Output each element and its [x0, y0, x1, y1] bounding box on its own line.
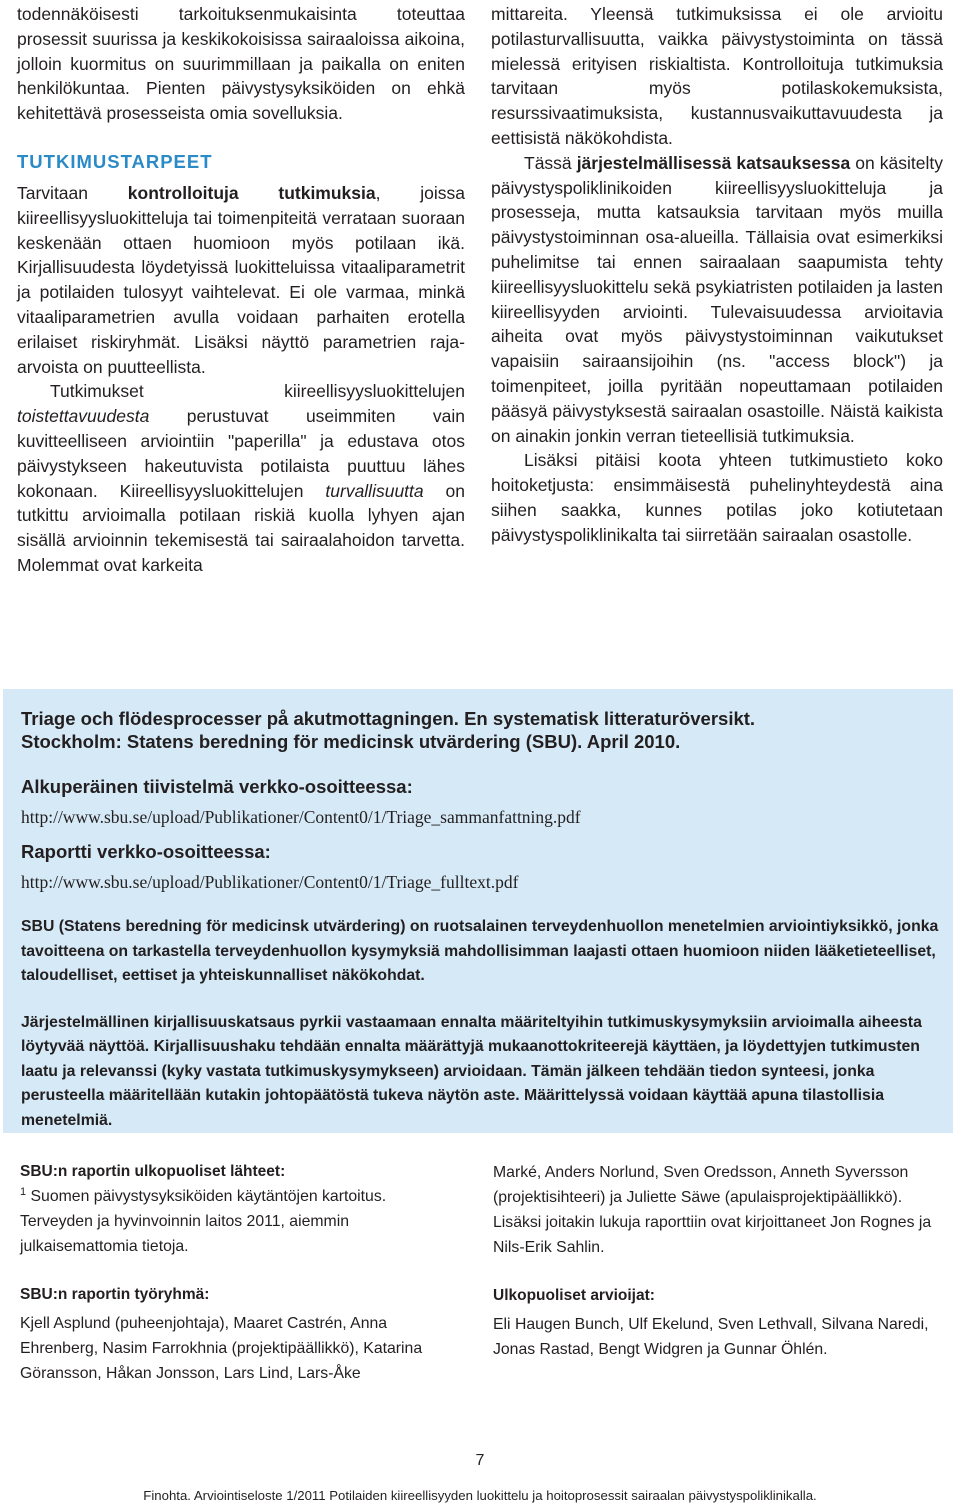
sbu-description: SBU (Statens beredning för medicinsk utvärdering) on ruotsalainen terveydenhuollon menetelmien arviointiyksikkö, jonka tavoitteena on tarkastella terveydenhuollon kysymyksiä mahdollisimman laajasti ottaen huomioon niiden lääketieteelliset, taloudelliset, eettiset ja yhteiskunnalliset näkökohdat.	[21, 918, 939, 984]
page-number: 7	[475, 1452, 485, 1469]
sbu-info-box	[3, 689, 953, 1133]
metrics-paragraph: mittareita. Yleensä tutkimuksissa ei ole arvioitu potilasturvallisuutta, vaikka päivystystoiminta on tässä mielessä erityisen riskialtista. Kontrolloituja tutkimuksia tarvitaan myös potilaskokemuksista, resurssivaatimuksista, kustannusvaikuttavuudesta ja eettisistä näkökohdista.	[491, 4, 943, 148]
report-link[interactable]: http://www.sbu.se/upload/Publikationer/Content0/1/Triage_fulltext.pdf	[21, 872, 519, 892]
left-column	[17, 2, 465, 578]
text-span: Tässä	[524, 152, 577, 173]
report-label: Raportti verkko-osoitteessa:	[21, 841, 271, 862]
report-title-line: Stockholm: Statens beredning för medicinsk utvärdering (SBU). April 2010.	[21, 731, 681, 752]
workgroup-text: Kjell Asplund (puheenjohtaja), Maaret Castrén, Anna Ehrenberg, Nasim Farrokhnia (projektipäällikkö), Katarina Göransson, Håkan Jonsson, Lars Lind, Lars-Åke	[20, 1315, 423, 1382]
workgroup-heading: SBU:n raportin työryhmä:	[20, 1286, 210, 1303]
reliability-paragraph	[17, 379, 465, 577]
text-span: Tutkimukset kiireellisyysluokittelujen	[50, 381, 465, 402]
italic-text: toistettavuudesta	[17, 406, 150, 427]
bold-text: järjestelmällisessä katsauksessa	[576, 152, 851, 173]
footer-right-column	[493, 1160, 938, 1362]
italic-text: turvallisuutta	[325, 480, 424, 501]
text-span: perustuvat useimmiten vain kuvitteelliseen arviointiin "paperilla" ja edustava otos päivystykseen hakeutuvista potilaista puuttuu lähes kokonaan. Kiireellisyysluokittelujen	[17, 406, 465, 501]
source-item	[20, 1184, 460, 1259]
intro-paragraph: todennäköisesti tarkoituksenmukaisinta toteuttaa prosessit suurissa ja keskikokoisissa sairaaloissa aikoina, jolloin kuormitus on suurimmillaan ja paikalla on eniten henkilökuntaa. Pienten päivystysyksiköiden on ehkä kehitettävä prosesseista omia sovelluksia.	[17, 4, 465, 124]
workgroup-continued: Marké, Anders Norlund, Sven Oredsson, Anneth Syversson (projektisihteeri) ja Juliette Säwe (apulaisprojektipäällikkö). Lisäksi joitakin lukuja raporttiin ovat kirjoittaneet Jon Rognes ja Nils-Erik Sahlin.	[493, 1164, 932, 1256]
text-span: on käsitelty päivystyspoliklinikoiden kiireellisyysluokitteluja ja prosesseja, mutta katsauksia tarvitaan myös muilla päivystystoiminnan osa-alueilla. Tällaisia ovat esimerkiksi puhelimitse tai ennen sairaalaan saapumista tehty kiireellisyysluokittelu sekä psykiatristen potilaiden ja lasten kiireellisyyden arviointi. Tulevaisuudessa arvioitavia aiheita ovat myös päivystystoiminnan vaikutukset vapaisiin sairaansijoihin (ns. "access block") ja toimenpiteet, joilla pyritään nopeuttamaan potilaiden pääsyä päivystyksestä sairaalan osastoille. Näistä kaikista on ainakin jonkin verran tieteellisiä tutkimuksia.	[491, 152, 943, 446]
review-description: Järjestelmällinen kirjallisuuskatsaus pyrkii vastaamaan ennalta määriteltyihin tutkimuskysymyksiin arvioimalla aiheesta löytyvää näyttöä. Kirjallisuushaku tehdään ennalta määrättyjä mukaanottokriteerejä käyttäen, ja löydettyjen tutkimusten laatu ja relevanssi (kyky vastata tutkimuskysymykseen) arvioidaan. Tämän jälkeen tehdään tiedon synteesi, jonka perusteella määritellään kutakin johtopäätöstä tukeva näytön aste. Määrittelyssä voidaan käyttää apuna tilastollisia menetelmiä.	[21, 1013, 922, 1129]
footnote-number: 1	[20, 1186, 27, 1198]
page-footer: Finohta. Arviointiseloste 1/2011 Potilaiden kiireellisyyden luokittelu ja hoitoprosessit sairaalan päivystyspoliklinikalla.	[143, 1488, 817, 1503]
right-column	[491, 2, 943, 548]
summary-link[interactable]: http://www.sbu.se/upload/Publikationer/Content0/1/Triage_sammanfattning.pdf	[21, 807, 581, 827]
reviewers-text: Eli Haugen Bunch, Ulf Ekelund, Sven Lethvall, Silvana Naredi, Jonas Rastad, Bengt Widgren ja Gunnar Öhlén.	[493, 1316, 929, 1358]
report-title-line: Triage och flödesprocesser på akutmottagningen. En systematisk litteraturöversikt.	[21, 708, 756, 729]
text-span: Tarvitaan	[17, 182, 128, 203]
sources-heading: SBU:n raportin ulkopuoliset lähteet:	[20, 1163, 286, 1180]
section-heading: TUTKIMUSTARPEET	[17, 150, 213, 172]
reviewers-heading: Ulkopuoliset arvioijat:	[493, 1287, 655, 1304]
review-paragraph	[491, 151, 943, 449]
source-text: Suomen päivystysyksiköiden käytäntöjen kartoitus. Terveyden ja hyvinvoinnin laitos 2011, aiemmin julkaisemattomia tietoja.	[20, 1188, 387, 1255]
bold-text: kontrolloituja tutkimuksia	[127, 182, 376, 203]
care-chain-paragraph: Lisäksi pitäisi koota yhteen tutkimustieto koko hoitoketjusta: ensimmäisestä puhelinyhteydestä aina siihen saakka, kunnes potilas joko kotiutetaan päivystyspoliklinikalta tai siirretään sairaalan osastolle.	[491, 450, 943, 545]
report-title	[21, 707, 941, 753]
footer-left-column	[20, 1160, 460, 1386]
text-span: , joissa kiireellisyysluokitteluja tai toimenpiteitä verrataan suoraan keskenään ottaen huomioon myös potilaan ikä. Kirjallisuudesta löydetyissä luokitteluissa vitaaliparametrit ja potilaiden tulosyyt vaihtelevat. Ei ole varmaa, minkä vitaaliparametrien avulla voidaan parhaiten erotella erilaiset riskiryhmät. Lisäksi näyttö parametrien raja-arvoista on puutteellista.	[17, 182, 465, 377]
summary-label: Alkuperäinen tiivistelmä verkko-osoitteessa:	[21, 776, 413, 797]
research-needs-paragraph	[17, 181, 465, 379]
text-span: on tutkittu arvioimalla potilaan riskiä kuolla lyhyen ajan sisällä arvioinnin tekemisestä tai sairaalahoidon tarvetta. Molemmat ovat karkeita	[17, 480, 466, 575]
